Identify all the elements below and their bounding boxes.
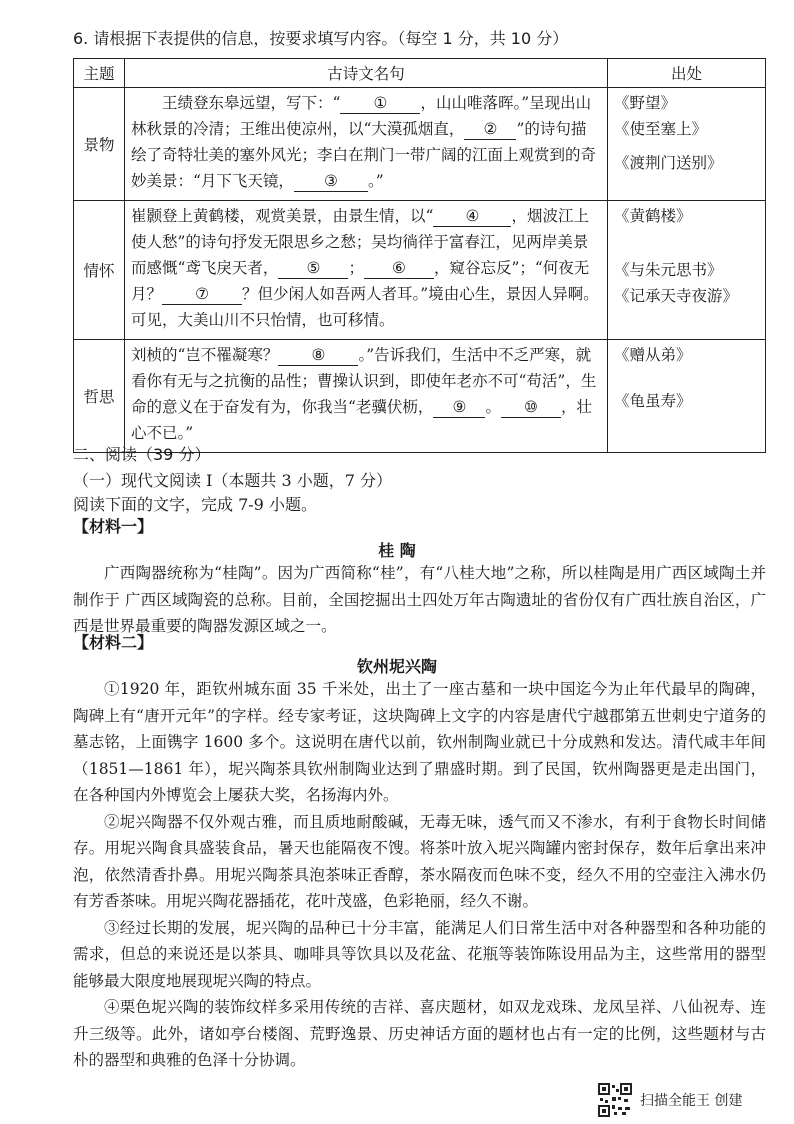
poem-table — [73, 58, 766, 453]
material-1-title: 桂 陶 — [378, 541, 416, 560]
blank-2[interactable]: ② — [464, 119, 516, 140]
blank-5[interactable]: ⑤ — [278, 258, 348, 279]
reading-instruction: 阅读下面的文字，完成 7-9 小题。 — [73, 495, 317, 514]
theme-thought: 哲思 — [74, 340, 125, 453]
source-item: 《记承天寺夜游》 — [614, 287, 739, 305]
material-2-label: 【材料二】 — [73, 633, 154, 652]
table-row-scenery — [74, 88, 766, 201]
paragraph: 广西陶器统称为“桂陶”。因为广西简称“桂”，有“八桂大地”之称，所以桂陶是用广西区域陶土并制作于 广西区域陶瓷的总称。目前，全国挖掘出土四处万年古陶遗址的省份仅有广西壮族自治区，广西是世界最重要的陶器发源区域之一。 — [73, 564, 766, 635]
material-1-label: 【材料一】 — [73, 517, 154, 536]
paragraph-4: ④栗色坭兴陶的装饰纹样多采用传统的吉祥、喜庆题材，如双龙戏珠、龙凤呈祥、八仙祝寿、连升三级等。此外，诸如亭台楼阁、荒野逸景、历史神话方面的题材也占有一定的比例，这些题材与古朴的器型和典雅的色泽十分协调。 — [73, 998, 766, 1069]
poem-lines-thought: 刘桢的“岂不罹凝寒？ ⑧ 。”告诉我们，生活中不乏严寒，就看你有无与之抗衡的品性；曹操认识到，即使年老亦不可“苟活”，生命的意义在于奋发有为，你我当“老骥伏枥， ⑨ 。 ⑩ ，壮心不已。” — [125, 340, 608, 453]
source-item: 《渡荆门送别》 — [614, 154, 723, 172]
header-source: 出处 — [608, 59, 766, 88]
sources-feeling — [608, 201, 766, 340]
subsection-heading: （一）现代文阅读 I（本题共 3 小题，7 分） — [73, 471, 393, 490]
blank-4[interactable]: ④ — [433, 206, 511, 227]
poem-lines-feeling: 崔颢登上黄鹤楼，观赏美景，由景生情，以“ ④ ，烟波江上使人愁”的诗句抒发无限思乡之愁；吴均徜徉于富春江，见两岸美景而感慨“鸢飞戾天者， ⑤ ； ⑥ ，窥谷忘反”；“何夜无月？ ⑦ ？但少闲人如吾两人者耳。”境由心生，景因人异啊。可见，大美山川不只怡情，也可移情。 — [125, 201, 608, 340]
source-item: 《龟虽寿》 — [614, 392, 692, 410]
table-row-feeling — [74, 201, 766, 340]
source-item: 《黄鹤楼》 — [614, 207, 692, 225]
blank-6[interactable]: ⑥ — [364, 258, 434, 279]
material-1-text — [73, 560, 766, 640]
material-2-title: 钦州坭兴陶 — [356, 657, 437, 676]
header-theme: 主题 — [74, 59, 125, 88]
source-item: 《野望》 — [614, 94, 677, 112]
qr-code-icon — [598, 1083, 632, 1117]
table-row-thought — [74, 340, 766, 453]
scanner-watermark — [598, 1085, 742, 1115]
blank-3[interactable]: ③ — [294, 171, 368, 192]
paragraph-1: ①1920 年，距钦州城东面 35 千米处，出土了一座古墓和一块中国迄今为止年代最早的陶碑，陶碑上有“唐开元年”的字样。经专家考证，这块陶碑上文字的内容是唐代宁越郡第五世刺史宁道务的墓志铭，上面镌字 1600 多个。这说明在唐代以前，钦州制陶业就已十分成熟和发达。清代咸丰年间（1851—1861 年），坭兴陶茶具钦州制陶业达到了鼎盛时期。到了民国，钦州陶器更是走出国门，在各种国内外博览会上屡获大奖，名扬海内外。 — [73, 680, 766, 804]
material-2-text — [73, 676, 766, 1074]
question-6-prompt: 6. 请根据下表提供的信息，按要求填写内容。（每空 1 分，共 10 分） — [73, 29, 569, 48]
source-item: 《使至塞上》 — [614, 120, 708, 138]
poem-lines-scenery: 王绩登东皋远望，写下：“ ① ，山山唯落晖。”呈现出山林秋景的冷清；王维出使凉州，以“大漠孤烟直， ② ”的诗句描绘了奇特壮美的塞外风光；李白在荆门一带广阔的江面上观赏到的奇妙美景：“月下飞天镜， ③ 。” — [125, 88, 608, 201]
source-item: 《赠从弟》 — [614, 346, 692, 364]
sources-scenery — [608, 88, 766, 201]
section-2-heading: 二、阅读（39 分） — [73, 445, 211, 464]
watermark-text: 扫描全能王 创建 — [640, 1093, 743, 1109]
sources-thought — [608, 340, 766, 453]
paragraph-2: ②坭兴陶器不仅外观古雅，而且质地耐酸碱，无毒无味，透气而又不渗水，有利于食物长时间储存。用坭兴陶食具盛装食品，暑天也能隔夜不馊。将茶叶放入坭兴陶罐内密封保存，数年后拿出来冲泡，依然清香扑鼻。用坭兴陶茶具泡茶味正香醇，茶水隔夜而色味不变，经久不用的空壶注入沸水仍有芳香茶味。用坭兴陶花器插花，花叶茂盛，色彩艳丽，经久不谢。 — [73, 812, 766, 910]
theme-feeling: 情怀 — [74, 201, 125, 340]
paragraph-3: ③经过长期的发展，坭兴陶的品种已十分丰富，能满足人们日常生活中对各种器型和各种功能的需求，但总的来说还是以茶具、咖啡具等饮具以及花盆、花瓶等装饰陈设用品为主，这些常用的器型能够最大限度地展现坭兴陶的特点。 — [73, 918, 766, 990]
source-item: 《与朱元思书》 — [614, 261, 723, 279]
blank-1[interactable]: ① — [340, 93, 420, 114]
blank-10[interactable]: ⑩ — [501, 397, 561, 418]
theme-scenery: 景物 — [74, 88, 125, 201]
blank-8[interactable]: ⑧ — [278, 345, 358, 366]
blank-9[interactable]: ⑨ — [433, 397, 485, 418]
blank-7[interactable]: ⑦ — [162, 284, 242, 305]
header-poems: 古诗文名句 — [125, 59, 608, 88]
table-header-row — [74, 59, 766, 88]
